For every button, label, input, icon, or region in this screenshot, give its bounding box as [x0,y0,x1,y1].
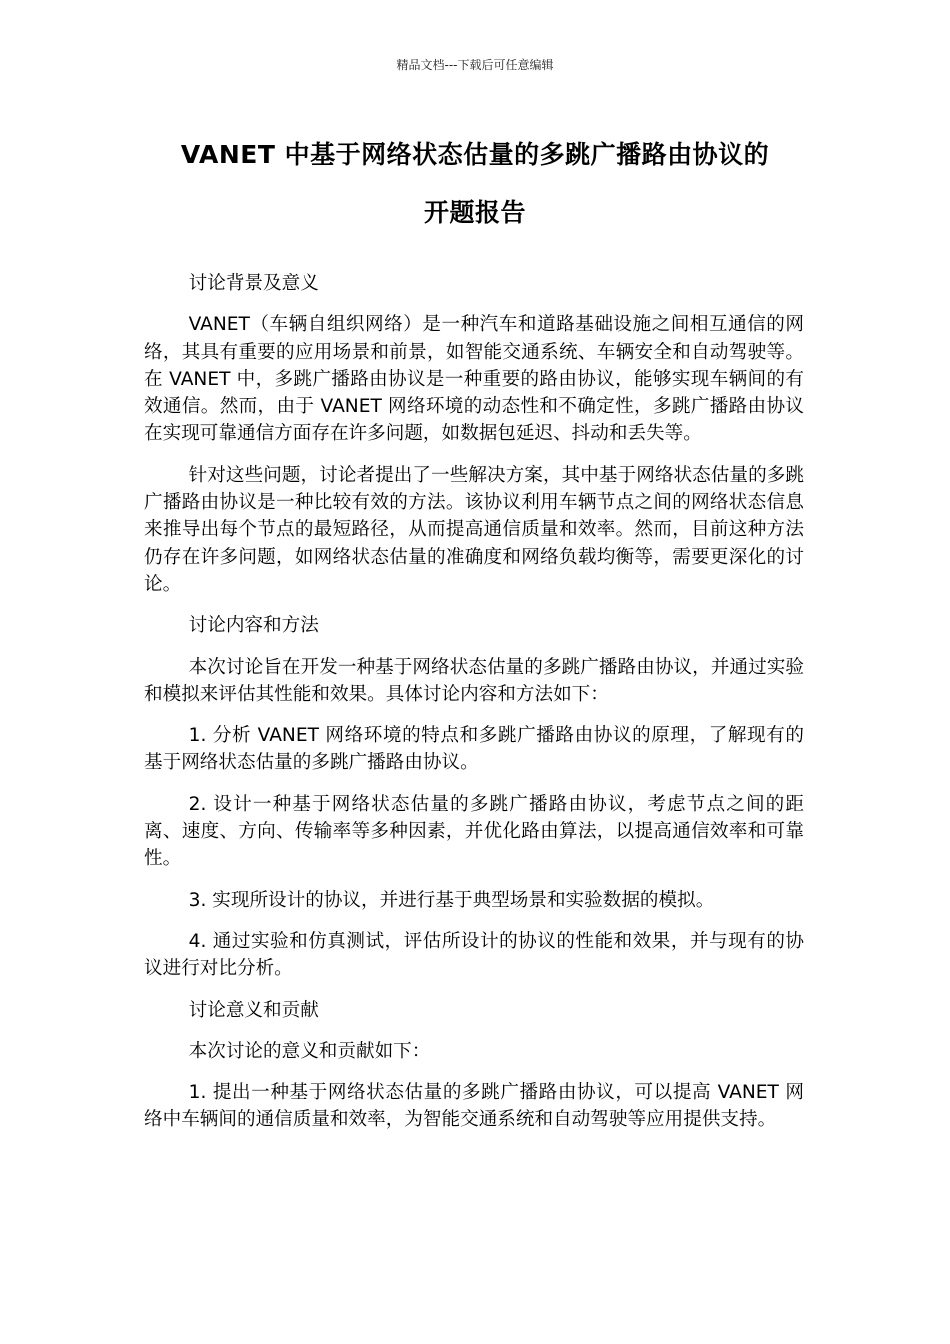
list-item-method-4: 4. 通过实验和仿真测试，评估所设计的协议的性能和效果，并与现有的协议进行对比分析。 [144,930,804,980]
paragraph-research-aim: 本次讨论旨在开发一种基于网络状态估量的多跳广播路由协议，并通过实验和模拟来评估其性能和效果。具体讨论内容和方法如下： [144,656,804,705]
paragraph-solutions: 针对这些问题，讨论者提出了一些解决方案，其中基于网络状态估量的多跳广播路由协议是一种比较有效的方法。该协议利用车辆节点之间的网络状态信息来推导出每个节点的最短路径，从而提高通信质量和效率。然而，目前这种方法仍存在许多问题，如网络状态估量的准确度和网络负载均衡等，需要更深化的讨论。 [144,464,804,595]
section-heading-content-method: 讨论内容和方法 [188,615,319,637]
list-item-contribution-1: 1. 提出一种基于网络状态估量的多跳广播路由协议，可以提高 VANET 网络中车辆间的通信质量和效率，为智能交通系统和自动驾驶等应用提供支持。 [144,1082,804,1131]
list-item-method-3: 3. 实现所设计的协议，并进行基于典型场景和实验数据的模拟。 [188,889,715,911]
section-heading-significance: 讨论意义和贡献 [188,999,319,1021]
section-heading-background: 讨论背景及意义 [188,273,319,294]
paragraph-vanet-intro: VANET（车辆自组织网络）是一种汽车和道路基础设施之间相互通信的网络，其具有重要的应用场景和前景，如智能交通系统、车辆安全和自动驾驶等。在 VANET 中，多跳广播路由协议是一种重要的路由协议，能够实现车辆间的有效通信。然而，由于 VANET 网络环境的动态性和不确定性，多跳广播路由协议在实现可靠通信方面存在许多问题，如数据包延迟、抖动和丢失等。 [144,314,804,445]
header-note: 精品文档---下载后可任意编辑 [396,58,554,72]
list-item-method-2: 2. 设计一种基于网络状态估量的多跳广播路由协议，考虑节点之间的距离、速度、方向、传输率等多种因素，并优化路由算法，以提高通信效率和可靠性。 [144,793,804,870]
document-body [144,270,804,1148]
document-title-line-2: 开题报告 [423,198,526,227]
list-item-method-1: 1. 分析 VANET 网络环境的特点和多跳广播路由协议的原理，了解现有的基于网络状态估量的多跳广播路由协议。 [144,725,804,774]
document-title-line-1: VANET 中基于网络状态估量的多跳广播路由协议的 [180,140,770,169]
paragraph-significance-intro: 本次讨论的意义和贡献如下： [188,1040,431,1062]
